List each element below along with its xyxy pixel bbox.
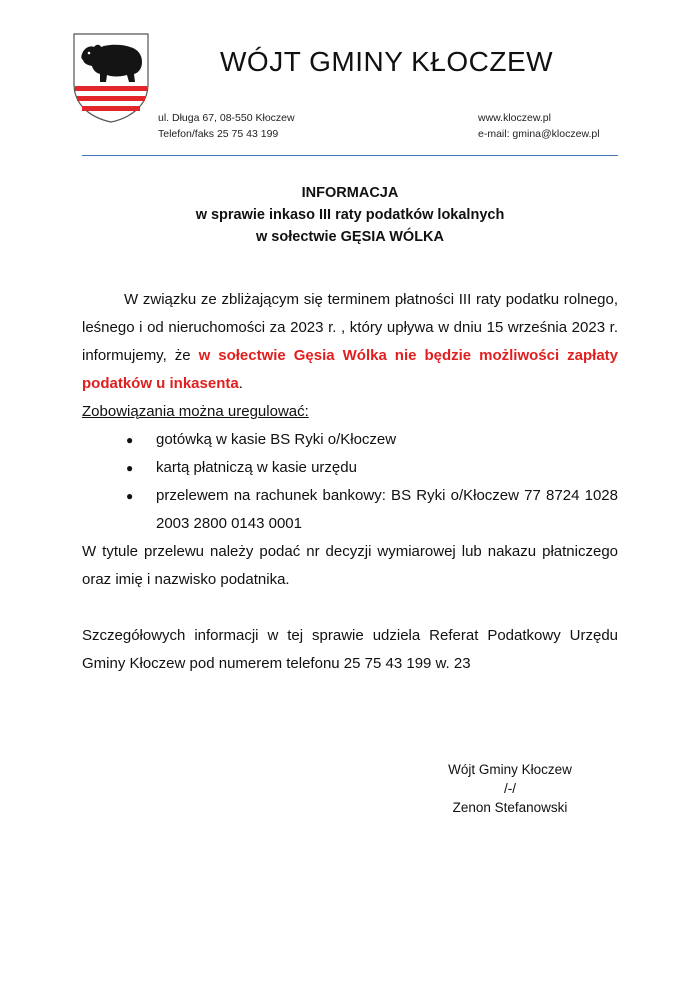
title-line-3: w sołectwie GĘSIA WÓLKA bbox=[256, 229, 444, 245]
email-link[interactable]: e-mail: gmina@kloczew.pl bbox=[478, 128, 600, 140]
payment-option-cash: gotówką w kasie BS Ryki o/Kłoczew bbox=[156, 431, 397, 448]
header-divider bbox=[82, 155, 618, 156]
signature-name: Zenon Stefanowski bbox=[452, 800, 568, 815]
signature-mark: /-/ bbox=[504, 781, 516, 796]
transfer-paragraph: W tytule przelewu należy podać nr decyzji wymiarowej lub nakazu płatniczego oraz imię i nazwisko podatnika. bbox=[82, 543, 618, 588]
signature-block bbox=[425, 760, 595, 817]
bear-coat-of-arms-icon bbox=[72, 32, 150, 124]
payment-option-transfer: przelewem na rachunek bankowy: BS Ryki o/Kłoczew 77 8724 1028 2003 2800 0143 0001 bbox=[156, 487, 618, 532]
document-body bbox=[82, 286, 618, 678]
title-line-2: w sprawie inkaso III raty podatków lokalnych bbox=[195, 207, 505, 223]
bullet-dot-icon: ● bbox=[126, 433, 134, 447]
intro-end: . bbox=[238, 375, 243, 392]
contact-address-block bbox=[158, 110, 295, 142]
highlighted-notice: w sołectwie Gęsia Wólka nie będzie możliwości zapłaty podatków u inkasenta bbox=[82, 347, 618, 392]
contact-paragraph: Szczegółowych informacji w tej sprawie udziela Referat Podatkowy Urzędu Gminy Kłoczew pod numerem telefonu 25 75 43 199 w. 23 bbox=[82, 627, 618, 672]
bullet-dot-icon: ● bbox=[126, 461, 134, 475]
list-item bbox=[126, 482, 618, 538]
header-title: WÓJT GMINY KŁOCZEW bbox=[220, 46, 554, 77]
payment-heading: Zobowiązania można uregulować: bbox=[82, 403, 309, 420]
document-title bbox=[82, 182, 618, 248]
address-line: ul. Długa 67, 08-550 Kłoczew bbox=[158, 112, 295, 124]
signature-role: Wójt Gminy Kłoczew bbox=[448, 762, 572, 777]
list-item bbox=[126, 454, 618, 482]
title-line-1: INFORMACJA bbox=[301, 185, 399, 201]
phone-line: Telefon/faks 25 75 43 199 bbox=[158, 128, 279, 140]
intro-paragraph bbox=[82, 286, 618, 398]
list-item bbox=[126, 426, 618, 454]
website-link[interactable]: www.kloczew.pl bbox=[478, 112, 551, 124]
contact-web-block bbox=[478, 110, 600, 142]
payment-option-card: kartą płatniczą w kasie urzędu bbox=[156, 459, 357, 476]
bullet-dot-icon: ● bbox=[126, 489, 134, 503]
payment-options-list bbox=[82, 426, 618, 538]
paragraph-spacer bbox=[82, 594, 618, 622]
intro-text: W związku ze zbliżającym się terminem płatności III raty podatku rolnego, leśnego i od nieruchomości za 2023 r. , który upływa w dniu 15 września 2023 r. informujemy, że bbox=[82, 291, 618, 364]
